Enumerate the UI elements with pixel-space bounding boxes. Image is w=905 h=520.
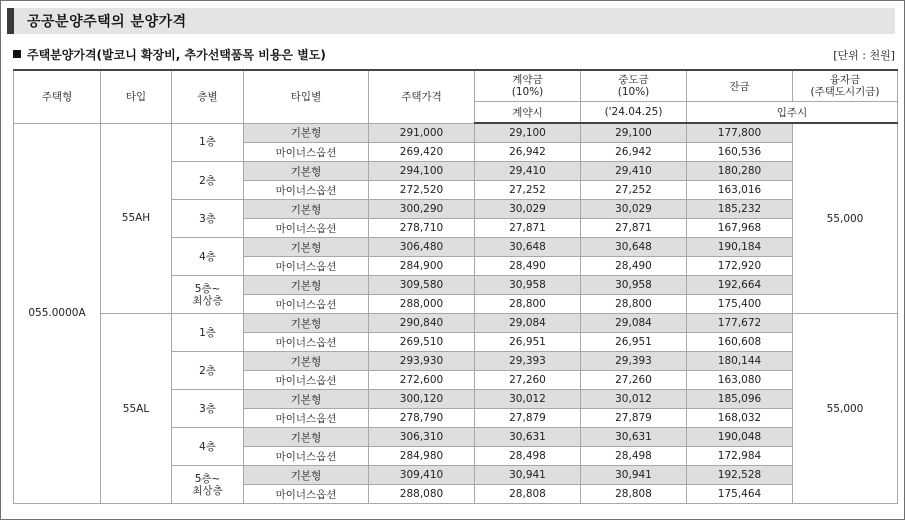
balance-cell: 180,280 xyxy=(687,162,793,181)
deposit-cell: 26,951 xyxy=(475,333,581,352)
header-type: 타입 xyxy=(101,70,172,123)
title-marker xyxy=(7,8,14,34)
middle-payment-cell: 30,958 xyxy=(581,276,687,295)
deposit-cell: 29,410 xyxy=(475,162,581,181)
price-cell: 306,310 xyxy=(369,428,475,447)
section-heading xyxy=(13,46,326,63)
deposit-cell: 30,648 xyxy=(475,238,581,257)
price-cell: 300,120 xyxy=(369,390,475,409)
deposit-cell: 30,941 xyxy=(475,466,581,485)
section-heading-text: 주택분양가격(발코니 확장비, 추가선택품목 비용은 별도) xyxy=(27,48,326,62)
type-detail-cell: 기본형 xyxy=(244,276,369,295)
header-balance: 잔금 xyxy=(687,70,793,102)
balance-cell: 172,984 xyxy=(687,447,793,466)
price-cell: 309,580 xyxy=(369,276,475,295)
floor-cell: 2층 xyxy=(172,162,244,200)
type-detail-cell: 기본형 xyxy=(244,123,369,143)
unit-note: [단위 : 천원] xyxy=(833,49,895,62)
deposit-cell: 30,012 xyxy=(475,390,581,409)
middle-payment-cell: 29,393 xyxy=(581,352,687,371)
price-cell: 300,290 xyxy=(369,200,475,219)
floor-cell: 1층 xyxy=(172,314,244,352)
middle-payment-cell: 26,951 xyxy=(581,333,687,352)
type-detail-cell: 마이너스옵션 xyxy=(244,257,369,276)
price-cell: 272,600 xyxy=(369,371,475,390)
middle-payment-cell: 27,260 xyxy=(581,371,687,390)
title-bar xyxy=(7,8,895,34)
type-detail-cell: 마이너스옵션 xyxy=(244,219,369,238)
deposit-cell: 30,958 xyxy=(475,276,581,295)
bullet-square-icon xyxy=(13,50,21,58)
table-row xyxy=(14,123,898,143)
deposit-cell: 28,800 xyxy=(475,295,581,314)
balance-cell: 175,400 xyxy=(687,295,793,314)
middle-payment-cell: 27,252 xyxy=(581,181,687,200)
price-cell: 269,420 xyxy=(369,143,475,162)
deposit-cell: 30,029 xyxy=(475,200,581,219)
table-row xyxy=(14,314,898,333)
page-title: 공공분양주택의 분양가격 xyxy=(27,14,187,30)
header-move-in: 입주시 xyxy=(687,102,898,124)
header-deposit: 계약금 (10%) xyxy=(475,70,581,102)
price-cell: 269,510 xyxy=(369,333,475,352)
type-detail-cell: 마이너스옵션 xyxy=(244,143,369,162)
type-detail-cell: 마이너스옵션 xyxy=(244,485,369,504)
type-cell: 55AL xyxy=(101,314,172,504)
floor-cell: 3층 xyxy=(172,200,244,238)
middle-payment-cell: 30,941 xyxy=(581,466,687,485)
header-deposit-timing: 계약시 xyxy=(475,102,581,124)
price-cell: 278,710 xyxy=(369,219,475,238)
middle-payment-cell: 28,490 xyxy=(581,257,687,276)
housing-type-cell: 055.0000A xyxy=(14,123,101,504)
balance-cell: 180,144 xyxy=(687,352,793,371)
balance-cell: 168,032 xyxy=(687,409,793,428)
type-detail-cell: 마이너스옵션 xyxy=(244,409,369,428)
balance-cell: 192,528 xyxy=(687,466,793,485)
price-cell: 284,980 xyxy=(369,447,475,466)
middle-payment-cell: 28,808 xyxy=(581,485,687,504)
loan-cell: 55,000 xyxy=(793,314,898,504)
price-table xyxy=(13,69,898,504)
deposit-cell: 28,808 xyxy=(475,485,581,504)
deposit-cell: 30,631 xyxy=(475,428,581,447)
middle-payment-cell: 28,800 xyxy=(581,295,687,314)
middle-payment-cell: 30,029 xyxy=(581,200,687,219)
deposit-cell: 29,084 xyxy=(475,314,581,333)
price-cell: 309,410 xyxy=(369,466,475,485)
middle-payment-cell: 30,648 xyxy=(581,238,687,257)
floor-cell: 1층 xyxy=(172,123,244,162)
balance-cell: 172,920 xyxy=(687,257,793,276)
middle-payment-cell: 29,410 xyxy=(581,162,687,181)
balance-cell: 192,664 xyxy=(687,276,793,295)
type-detail-cell: 마이너스옵션 xyxy=(244,371,369,390)
type-detail-cell: 기본형 xyxy=(244,352,369,371)
type-detail-cell: 기본형 xyxy=(244,314,369,333)
price-cell: 288,000 xyxy=(369,295,475,314)
header-middle-date: ('24.04.25) xyxy=(581,102,687,124)
balance-cell: 163,080 xyxy=(687,371,793,390)
floor-cell: 4층 xyxy=(172,238,244,276)
price-cell: 291,000 xyxy=(369,123,475,143)
middle-payment-cell: 27,879 xyxy=(581,409,687,428)
price-cell: 294,100 xyxy=(369,162,475,181)
floor-cell: 3층 xyxy=(172,390,244,428)
type-detail-cell: 기본형 xyxy=(244,200,369,219)
middle-payment-cell: 27,871 xyxy=(581,219,687,238)
balance-cell: 177,672 xyxy=(687,314,793,333)
price-cell: 278,790 xyxy=(369,409,475,428)
deposit-cell: 28,498 xyxy=(475,447,581,466)
balance-cell: 160,536 xyxy=(687,143,793,162)
type-detail-cell: 기본형 xyxy=(244,390,369,409)
deposit-cell: 27,879 xyxy=(475,409,581,428)
floor-cell: 5층~ 최상층 xyxy=(172,276,244,314)
header-floor: 층별 xyxy=(172,70,244,123)
header-middle-payment: 중도금 (10%) xyxy=(581,70,687,102)
type-detail-cell: 마이너스옵션 xyxy=(244,295,369,314)
middle-payment-cell: 30,631 xyxy=(581,428,687,447)
balance-cell: 175,464 xyxy=(687,485,793,504)
floor-cell: 2층 xyxy=(172,352,244,390)
price-cell: 306,480 xyxy=(369,238,475,257)
type-detail-cell: 마이너스옵션 xyxy=(244,333,369,352)
type-detail-cell: 기본형 xyxy=(244,466,369,485)
type-detail-cell: 마이너스옵션 xyxy=(244,447,369,466)
middle-payment-cell: 26,942 xyxy=(581,143,687,162)
balance-cell: 163,016 xyxy=(687,181,793,200)
deposit-cell: 28,490 xyxy=(475,257,581,276)
deposit-cell: 27,252 xyxy=(475,181,581,200)
price-cell: 272,520 xyxy=(369,181,475,200)
balance-cell: 167,968 xyxy=(687,219,793,238)
price-cell: 284,900 xyxy=(369,257,475,276)
balance-cell: 177,800 xyxy=(687,123,793,143)
deposit-cell: 29,393 xyxy=(475,352,581,371)
deposit-cell: 27,260 xyxy=(475,371,581,390)
middle-payment-cell: 28,498 xyxy=(581,447,687,466)
deposit-cell: 29,100 xyxy=(475,123,581,143)
deposit-cell: 27,871 xyxy=(475,219,581,238)
header-housing-type: 주택형 xyxy=(14,70,101,123)
loan-cell: 55,000 xyxy=(793,123,898,314)
floor-cell: 5층~ 최상층 xyxy=(172,466,244,504)
header-type-detail: 타입별 xyxy=(244,70,369,123)
header-loan: 융자금 (주택도시기금) xyxy=(793,70,898,102)
type-detail-cell: 기본형 xyxy=(244,162,369,181)
floor-cell: 4층 xyxy=(172,428,244,466)
middle-payment-cell: 29,100 xyxy=(581,123,687,143)
balance-cell: 185,096 xyxy=(687,390,793,409)
type-detail-cell: 마이너스옵션 xyxy=(244,181,369,200)
type-cell: 55AH xyxy=(101,123,172,314)
balance-cell: 160,608 xyxy=(687,333,793,352)
middle-payment-cell: 29,084 xyxy=(581,314,687,333)
header-price: 주택가격 xyxy=(369,70,475,123)
type-detail-cell: 기본형 xyxy=(244,238,369,257)
price-cell: 288,080 xyxy=(369,485,475,504)
price-cell: 293,930 xyxy=(369,352,475,371)
price-cell: 290,840 xyxy=(369,314,475,333)
deposit-cell: 26,942 xyxy=(475,143,581,162)
middle-payment-cell: 30,012 xyxy=(581,390,687,409)
balance-cell: 190,048 xyxy=(687,428,793,447)
balance-cell: 190,184 xyxy=(687,238,793,257)
balance-cell: 185,232 xyxy=(687,200,793,219)
type-detail-cell: 기본형 xyxy=(244,428,369,447)
